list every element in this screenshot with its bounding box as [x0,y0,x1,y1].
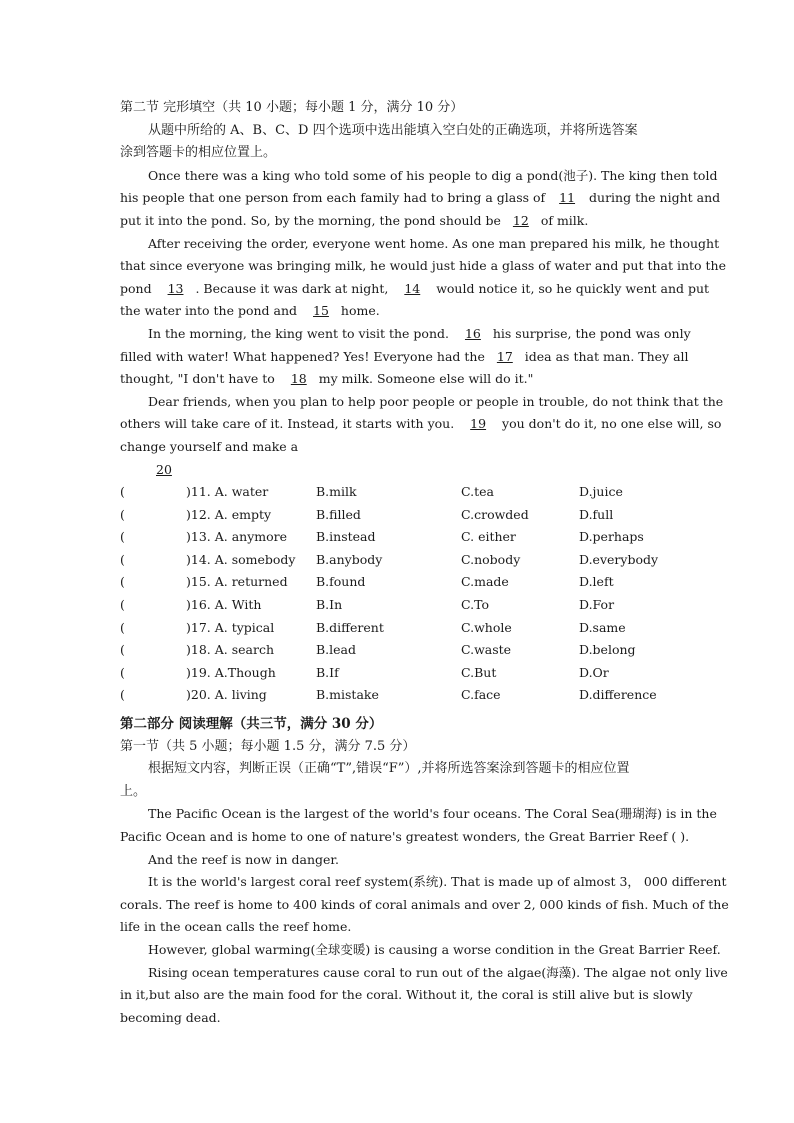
option-b: B.mistake [316,687,379,703]
option-d: D.difference [579,687,657,703]
blank-14: 14 [404,280,421,296]
option-d: D.Or [579,664,609,680]
answer-bracket: ( [120,642,125,658]
blank-20: 20 [156,461,172,477]
option-c: C.waste [461,642,512,658]
reading-line: corals. The reef is home to 400 kinds of coral animals and over 2, 000 kinds of fish. Much of the [120,896,729,912]
page-content [120,97,729,1029]
answer-bracket: ( [120,687,125,703]
blank-12: 12 [512,212,529,228]
option-a: )14. A. somebody [186,551,296,567]
passage-line: others will take care of it. Instead, it starts with you. 19 you don't do it, no one else will, so [120,413,675,436]
reading-line: However, global warming(全球变暖) is causing a worse condition in the Great Barrier Reef. [148,941,721,957]
option-a: )20. A. living [186,687,267,703]
option-d: D.left [579,574,614,590]
reading-line: And the reef is now in danger. [148,851,340,867]
cloze-instruction-line-1: 从题中所给的 A、B、C、D 四个选项中选出能填入空白处的正确选项，并将所选答案 [148,122,638,138]
question-row [120,684,675,707]
option-d: D.belong [579,642,636,658]
blank-17: 17 [496,348,513,364]
answer-bracket: ( [120,484,125,500]
option-b: B.different [316,619,384,635]
passage-line: After receiving the order, everyone went home. As one man prepared his milk, he thought [148,235,720,251]
option-d: D.For [579,597,615,613]
option-c: C.made [461,574,509,590]
option-c: C.whole [461,619,512,635]
question-row [120,639,675,662]
option-c: C.nobody [461,551,521,567]
reading-line: in it,but also are the main food for the coral. Without it, the coral is still alive but is slowly [120,987,693,1003]
passage-line: put it into the pond. So, by the morning, the pond should be 12 of milk. [120,210,675,233]
question-list [120,481,675,707]
passage-line: that since everyone was bringing milk, he would just hide a glass of water and put that into the [120,258,727,274]
section-heading-cloze: 第二节 完形填空（共 10 小题；每小题 1 分，满分 10 分） [120,100,464,115]
option-d: D.everybody [579,551,659,567]
blank-19: 19 [470,416,487,432]
reading-line: The Pacific Ocean is the largest of the world's four oceans. The Coral Sea(珊瑚海) is in the [148,806,717,822]
option-d: D.perhaps [579,529,644,545]
question-row [120,481,675,504]
option-c: C.face [461,687,501,703]
option-a: )17. A. typical [186,619,275,635]
answer-bracket: ( [120,551,125,567]
passage-line: thought, "I don't have to 18 my milk. Someone else will do it." [120,368,675,391]
question-row [120,594,675,617]
blank-18: 18 [290,371,307,387]
answer-bracket: ( [120,664,125,680]
option-d: D.full [579,506,614,522]
passage-line: change yourself and make a [120,438,299,454]
passage-line: In the morning, the king went to visit the pond. 16 his surprise, the pond was only [120,323,675,346]
option-a: )11. A. water [186,484,269,500]
passage-line: Dear friends, when you plan to help poor people or people in trouble, do not think that the [148,393,724,409]
option-b: B.lead [316,642,357,658]
answer-bracket: ( [120,619,125,635]
option-b: B.filled [316,506,361,522]
passage-line: Once there was a king who told some of his people to dig a pond(池子). The king then told [148,167,718,183]
option-a: )13. A. anymore [186,529,288,545]
question-row [120,504,675,527]
option-d: D.same [579,619,626,635]
blank-16: 16 [464,325,481,341]
question-row [120,662,675,685]
option-b: B.found [316,574,366,590]
blank-13: 13 [167,280,184,296]
reading-instruction-line-1: 根据短文内容，判断正误（正确“T”,错误“F”）,并将所选答案涂到答题卡的相应位置 [148,761,630,777]
answer-bracket: ( [120,506,125,522]
option-a: )15. A. returned [186,574,288,590]
answer-bracket: ( [120,529,125,545]
blank-15: 15 [313,303,329,319]
option-a: )12. A. empty [186,506,272,522]
option-c: C.tea [461,484,494,500]
reading-line: It is the world's largest coral reef system(系统). That is made up of almost 3， 000 different [148,874,727,890]
option-b: B.If [316,664,339,680]
option-b: B.milk [316,484,357,500]
reading-instruction-line-2: 上。 [120,783,147,799]
option-c: C.To [461,597,489,613]
option-d: D.juice [579,484,623,500]
passage-line [120,459,675,482]
part-heading-reading: 第二部分 阅读理解（共三节，满分 30 分） [120,716,383,733]
reading-line: Rising ocean temperatures cause coral to run out of the algae(海藻). The algae not only live [148,964,728,980]
option-b: B.instead [316,529,376,545]
option-b: B.In [316,597,343,613]
question-row [120,549,675,572]
answer-bracket: ( [120,597,125,613]
option-c: C. either [461,529,516,545]
reading-line: Pacific Ocean and is home to one of nature's greatest wonders, the Great Barrier Reef ( ). [120,829,690,844]
option-b: B.anybody [316,551,383,567]
section-heading-reading-1: 第一节（共 5 小题；每小题 1.5 分，满分 7.5 分） [120,738,416,754]
option-a: )18. A. search [186,642,274,658]
option-c: C.But [461,664,497,680]
passage-line: filled with water! What happened? Yes! Everyone had the 17 idea as that man. They all [120,346,675,369]
option-c: C.crowded [461,506,529,522]
question-row [120,571,675,594]
option-a: )19. A.Though [186,664,276,680]
blank-11: 11 [559,190,576,206]
reading-line: becoming dead. [120,1009,221,1025]
passage-line: pond 13 . Because it was dark at night, 14 would notice it, so he quickly went and put [120,278,675,301]
question-row [120,617,675,640]
passage-line: the water into the pond and 15 home. [120,300,675,323]
cloze-instruction-line-2: 涂到答题卡的相应位置上。 [120,145,277,161]
question-row [120,526,675,549]
passage-line: his people that one person from each family had to bring a glass of 11 during the night and [120,187,675,210]
option-a: )16. A. With [186,597,262,613]
reading-line: life in the ocean calls the reef home. [120,919,352,935]
answer-bracket: ( [120,574,125,590]
